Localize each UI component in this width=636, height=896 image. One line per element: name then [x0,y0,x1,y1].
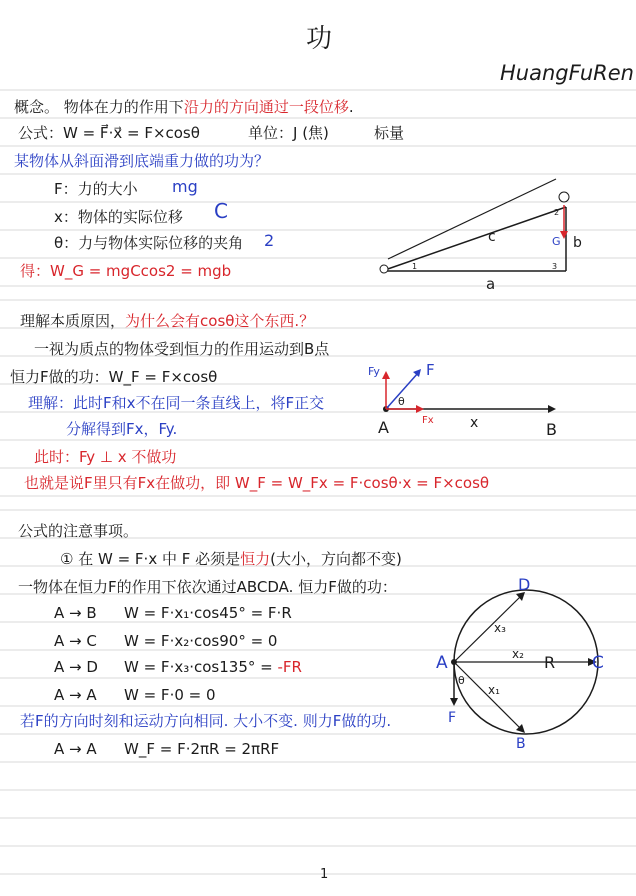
case-path-2: A → C [54,632,97,650]
case-path-3: A → D [54,658,98,676]
label-b: b [573,235,582,251]
label-b: B [546,420,557,439]
label-fx: Fx [422,415,434,426]
last-path: A → A [54,740,97,758]
force-arrowhead [413,369,421,377]
label-c: C [592,653,604,673]
label-f: F [426,361,435,379]
label-a: A [436,653,448,673]
note-line1: 此时：Fy ⊥ x 不做功 [34,448,177,466]
note-item1-a: ① 在 W = F·x 中 F 必须是 [60,550,241,568]
label-c: c [488,229,496,245]
understand-line2: 分解得到Fx，Fy. [66,420,178,438]
page-number: 1 [320,867,329,882]
def-displacement: x：物体的实际位移 [54,208,183,226]
essence-line2: 恒力F做的功：W_F = F×cosθ [10,368,218,386]
concept-line [14,98,354,116]
case-formula-3: W = F·x₃·cos135° = [124,658,273,676]
essence-label: 理解本质原因， [20,312,126,330]
result-text: 得：W_G = mgCcos2 = mgb [20,262,232,280]
label-a: a [486,275,496,293]
formula-text: 公式：W = F⃗·x⃗ = F×cosθ [18,124,200,142]
angle-3: 3 [552,262,558,271]
essence-line [20,312,314,330]
def-angle: θ：力与物体实际位移的夹角 [54,234,244,252]
label-f: F [448,710,457,726]
def-displacement-value: C [214,199,228,223]
label-x2: x₂ [512,647,524,661]
fx-arrowhead [416,405,424,413]
label-g: G [552,235,561,248]
question-text: 某物体从斜面滑到底端重力做的功为？ [14,152,270,170]
def-angle-value: 2 [264,231,275,250]
problem-text: 一物体在恒力F的作用下依次通过ABCDA. 恒力F做的功： [18,578,397,596]
notes-heading: 公式的注意事项。 [18,522,139,540]
scalar-text: 标量 [374,124,405,142]
note-item1 [60,550,402,568]
label-x: x [470,415,479,431]
angle-2: 2 [554,208,560,217]
note-item1-red: 恒力 [240,550,271,568]
label-x1: x₁ [488,683,500,697]
force-diagram [360,355,590,440]
case-line-3 [124,658,302,676]
incline-slope [382,207,566,271]
incline-diagram [370,175,600,295]
note-item1-b: (大小，方向都不变) [270,550,402,568]
block-top [559,192,569,202]
note-line2: 也就是说F里只有Fx在做功，即 W_F = W_Fx = F·cosθ·x = F×cosθ [24,474,490,492]
case-path-1: A → B [54,604,97,622]
page-title: 功 [306,24,333,54]
label-a: A [378,418,389,437]
concept-label: 概念。 [14,98,60,116]
case-formula-2: W = F·x₂·cos90° = 0 [124,632,278,650]
case-result-3: -FR [277,658,302,676]
label-x3: x₃ [494,621,506,635]
last-formula: W_F = F·2πR = 2πRF [124,740,280,758]
case-path-4: A → A [54,686,97,704]
concept-end: . [348,98,354,116]
label-r: R [544,653,556,672]
label-fy: Fy [368,365,380,378]
block-bottom [380,265,388,273]
label-theta: θ [398,395,405,408]
label-theta: θ [458,674,465,687]
concept-highlight: 沿力的方向通过一段位移 [183,98,349,116]
unit-text: 单位：J (焦) [248,124,329,142]
circle-diagram [430,570,625,755]
def-force-value: mg [172,177,198,196]
angle-1: 1 [412,262,418,271]
essence-question: 为什么会有cosθ这个东西.？ [125,312,315,330]
author-signature: HuangFuRen [500,61,634,85]
understand-line1: 理解：此时F和x不在同一条直线上，将F正交 [28,394,325,412]
force-f-arrowhead [450,698,458,706]
case-formula-4: W = F·0 = 0 [124,686,216,704]
label-d: D [518,575,531,594]
def-force: F：力的大小 [54,180,138,198]
concept-text: 物体在力的作用下 [63,98,184,116]
essence-line1: 一视为质点的物体受到恒力的作用运动到B点 [34,340,330,358]
gravity-arrowhead [560,231,568,239]
x-arrowhead [548,405,556,413]
label-b: B [516,736,526,752]
constant-direction-note: 若F的方向时刻和运动方向相同. 大小不变. 则力F做的功. [20,712,392,730]
case-formula-1: W = F·x₁·cos45° = F·R [124,604,292,622]
fy-arrowhead [382,371,390,379]
